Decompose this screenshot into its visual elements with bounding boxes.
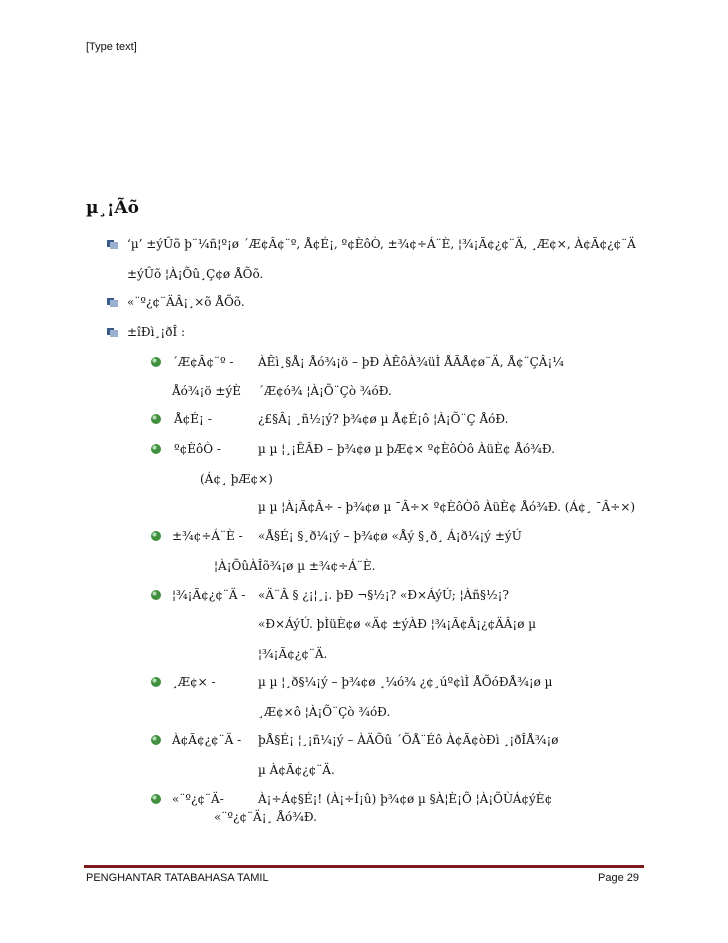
square-bullet-icon bbox=[107, 239, 119, 250]
example-1-line-1: ÀÊì¸§Å¡ Åó¾¡ö – þÐ ÀÊôÀ¾üÌ ÅÃÅ¢ø¨Ä, Å¢¨ÇÂ¡¼ bbox=[258, 355, 564, 369]
square-bullet-icon bbox=[107, 327, 119, 338]
example-9-line-1: À¡÷Á¢§É¡! (À¡÷Í¡û) þ¾¢ø µ §À¦È¡Õ ¦À¡ÕÙÁ¢ýÈ¢ bbox=[258, 792, 553, 806]
example-5-line-1: «Å§É¡ §¸ð¼¡ý – þ¾¢ø «Åý §¸ð¸ Á¡ð¼¡ý ±ýÚ bbox=[258, 529, 522, 543]
example-9-line-2: «¨º¿¢¨Ä¡¸ Åó¾Ð. bbox=[214, 810, 317, 824]
square-bullet-icon bbox=[107, 297, 119, 308]
example-5-line-2: ¦À¡ÕûÀÎõ¾¡ø µ ±¾¢÷Á¨È. bbox=[214, 559, 376, 573]
example-7-line-1: µ µ ¦¸ð§¼¡ý – þ¾¢ø ¸¼ó¾ ¿¢¸úº¢ìÌ ÅÕóÐÅ¾¡ø µ bbox=[258, 675, 553, 689]
example-4-line-1: µ µ ¦À¡Ã¢Â÷ - þ¾¢ø µ ¯Â÷× º¢ÈôÒô ÀüÈ¢ Åó¾Ð. (Á¢¸ ¯Â÷×) bbox=[258, 500, 636, 514]
example-1-line-2-left: Åó¾¡ö ±ýÈ bbox=[172, 384, 241, 398]
example-4-label: (Á¢¸ þÆ¢×) bbox=[200, 472, 273, 486]
round-bullet-icon bbox=[150, 793, 162, 805]
bullet-2-line-1: «¨º¿¢¨ÄÂ¡¸×õ ÅÕõ. bbox=[127, 295, 245, 309]
example-6-line-3: ¦¾¡Ã¢¿¢¨Ä. bbox=[258, 647, 328, 661]
example-2-line-1: ¿£§Â¡ ¸ñ½¡ý? þ¾¢ø µ Å¢É¡ô ¦À¡Õ¨Ç ÅóÐ. bbox=[258, 412, 509, 426]
example-7-label: ¸Æ¢× - bbox=[172, 675, 216, 689]
page-number: Page 29 bbox=[598, 872, 639, 884]
example-9-label: «¨º¿¢¨Ä- bbox=[172, 792, 224, 806]
footer-rule bbox=[84, 865, 644, 868]
example-1-line-2-right: ´Æ¢ó¾ ¦À¡Õ¨Çò ¾óÐ. bbox=[258, 384, 392, 398]
round-bullet-icon bbox=[150, 413, 162, 425]
example-3-label: º¢ÈôÒ - bbox=[174, 442, 221, 456]
example-5-label: ±¾¢÷Á¨È - bbox=[172, 529, 243, 543]
example-6-line-1: «Ä¨Â § ¿¡¦¸¡. þÐ ¬§½¡? «Ð×ÁýÚ; ¦Àñ§½¡? bbox=[258, 588, 509, 602]
example-8-line-2: µ À¢Ã¢¿¢¨Ä. bbox=[258, 763, 335, 777]
round-bullet-icon bbox=[150, 589, 162, 601]
round-bullet-icon bbox=[150, 530, 162, 542]
example-3-line-1: µ µ ¦¸¡ÊÂÐ – þ¾¢ø µ þÆ¢× º¢ÈôÒô ÀüÈ¢ Åó¾Ð. bbox=[258, 442, 555, 456]
example-6-line-2: «Ð×ÁýÚ. þÌüÈ¢ø «Ä¢ ±ýÀÐ ¦¾¡Ã¢Â¡¿¢ÄÂ¡ø µ bbox=[258, 617, 537, 631]
round-bullet-icon bbox=[150, 676, 162, 688]
example-1-label: ´Æ¢Â¢¨º - bbox=[172, 355, 234, 369]
page-header: [Type text] bbox=[86, 41, 137, 53]
section-heading: µ¸¡Ãõ bbox=[86, 198, 139, 218]
example-8-label: À¢Ã¢¿¢¨Ä - bbox=[172, 733, 242, 747]
example-8-line-1: þÅ§É¡ ¦¸¡ñ¼¡ý – ÀÄÕû ´ÕÅ¨Éô À¢Ã¢òÐì ¸¡ðÎÅ¾¡ø bbox=[258, 733, 559, 747]
bullet-1-line-2: ±ýÛõ ¦À¡Õû¸Ç¢ø ÅÕõ. bbox=[127, 267, 264, 281]
round-bullet-icon bbox=[150, 734, 162, 746]
bullet-3-line-1: ±îÐì¸¡ðÎ : bbox=[127, 325, 186, 339]
bullet-1-line-1: ‘µ’ ±ýÛõ þ¨¼ñ¦º¡ø ´Æ¢Â¢¨º, Å¢É¡, º¢ÈôÒ, ±¾¢÷Á¨È, ¦¾¡Ã¢¿¢¨Ä, ¸Æ¢×, À¢Ã¢¿¢¨Ä bbox=[127, 237, 636, 251]
round-bullet-icon bbox=[150, 443, 162, 455]
round-bullet-icon bbox=[150, 356, 162, 368]
example-6-label: ¦¾¡Ã¢¿¢¨Ä - bbox=[172, 588, 246, 602]
example-7-line-2: ¸Æ¢×ô ¦À¡Õ¨Çò ¾óÐ. bbox=[258, 705, 391, 719]
example-2-label: Å¢É¡ - bbox=[174, 412, 212, 426]
footer-title: PENGHANTAR TATABAHASA TAMIL bbox=[86, 872, 269, 884]
